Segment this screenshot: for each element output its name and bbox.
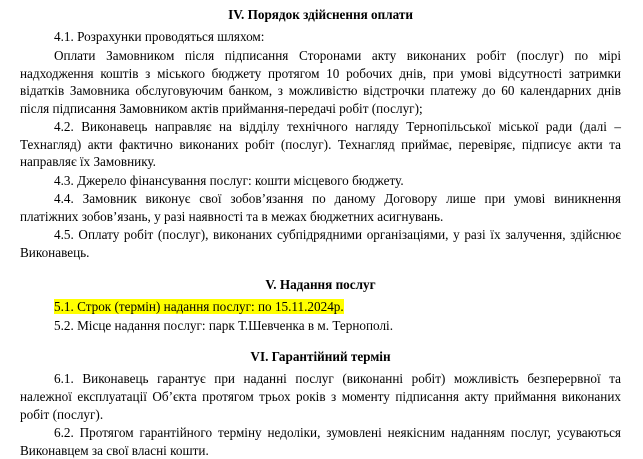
highlighted-term-deadline: 5.1. Строк (термін) надання послуг: по 15.11.2024р.: [54, 298, 344, 314]
paragraph-6-1: 6.1. Виконавець гарантує при наданні послуг (виконанні робіт) можливість безперервної та належної експлуатації Об’єкта протягом трьох років з моменту підписання акту приймання виконаних робіт (послуг).: [20, 371, 621, 422]
paragraph-4-5: 4.5. Оплату робіт (послуг), виконаних субпідрядними організаціями, у разі їх залучення, здійснює Виконавець.: [20, 227, 621, 260]
paragraph-4-1-body: Оплати Замовником після підписання Сторонами акту виконаних робіт (послуг) по мірі надходження коштів з міського бюджету протягом 10 робочих днів, при умові відсутності затримки відатків Замовника обслуговуючим банком, з можливістю відстрочки платежу до 60 календарних днів після підписання Замовником актів приймання-передачі робіт (послуг);: [20, 47, 621, 116]
paragraph-4-1: 4.1. Розрахунки проводяться шляхом:: [54, 29, 265, 45]
section-heading-warranty: VI. Гарантійний термін: [250, 349, 391, 365]
section-heading-services: V. Надання послуг: [265, 276, 376, 292]
paragraph-6-2: 6.2. Протягом гарантійного терміну недоліки, зумовлені неякісним наданням послуг, усуваються Виконавцем за свої власні кошти.: [20, 425, 621, 458]
paragraph-5-2: 5.2. Місце надання послуг: парк Т.Шевченка в м. Тернополі.: [54, 317, 394, 333]
paragraph-4-4: 4.4. Замовник виконує свої зобов’язання по даному Договору лише при умові виникнення платіжних зобов’язань, у разі наявності та в межах бюджетних асигнувань.: [20, 191, 621, 224]
paragraph-4-2: 4.2. Виконавець направляє на відділу технічного нагляду Тернопільської міської ради (далі – Технагляд) акти фактично виконаних робіт (послуг). Технагляд приймає, перевіряє, підписує акти та направляє їх Замовнику.: [20, 119, 621, 170]
paragraph-4-3: 4.3. Джерело фінансування послуг: кошти місцевого бюджету.: [54, 172, 404, 188]
paragraph-5-1-wrapper: [20, 298, 621, 316]
section-heading-payment-order: IV. Порядок здійснення оплати: [228, 7, 413, 22]
